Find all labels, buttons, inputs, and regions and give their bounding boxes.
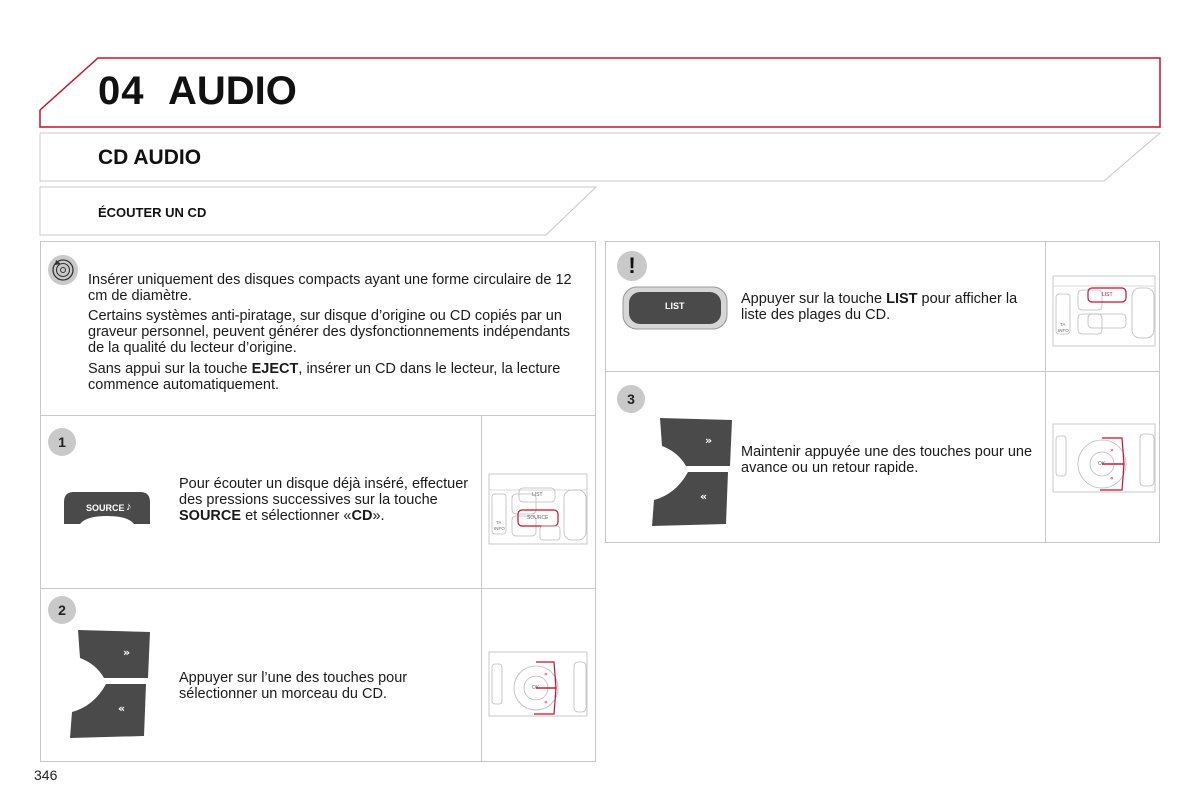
step-3-text: Maintenir appuyée une des touches pour une avance ou un retour rapide. — [741, 444, 1033, 476]
eject-keyword: EJECT — [251, 361, 299, 377]
panel1-info-label: INFO — [494, 526, 505, 531]
section-header — [0, 132, 1162, 184]
svg-text:»: » — [544, 671, 548, 678]
svg-text:«: « — [1110, 475, 1114, 482]
panel4-ok-label: OK — [1098, 461, 1106, 467]
divider-warning-step3 — [605, 371, 1160, 372]
cd-icon — [47, 254, 79, 286]
divider-step1-step2 — [40, 588, 596, 589]
chapter-header — [0, 55, 1162, 130]
panel2-ok-label: OK — [532, 685, 540, 691]
svg-text:«: « — [118, 702, 126, 715]
svg-text:»: » — [1110, 447, 1114, 454]
seek-buttons-step2[interactable] — [68, 628, 152, 740]
panel1-list-label: LIST — [532, 492, 543, 498]
section-title: CD AUDIO — [98, 146, 202, 169]
panel1-ta-label: TA — [496, 520, 502, 525]
warning-badge: ! — [617, 251, 647, 281]
divider-intro-step1 — [40, 415, 596, 416]
source-music-icon: ♪ — [126, 501, 132, 513]
intro-paragraph-2: Certains systèmes anti-piratage, sur disque d’origine ou CD copiés par un graveur personnel, peuvent générer des dysfonctionnements indépendants de la qualité du lecteur d’origine. — [88, 308, 571, 356]
step-3-badge: 3 — [617, 385, 645, 413]
warning-text: Appuyer sur la touche LIST pour afficher la liste des plages du CD. — [741, 291, 1018, 323]
step-3-panel-diagram — [1052, 420, 1156, 496]
svg-text:»: » — [705, 434, 713, 447]
source-keyword: SOURCE — [179, 508, 242, 524]
fast-forward-button — [660, 418, 732, 466]
backward-button — [70, 684, 146, 738]
list-button-label: LIST — [665, 301, 685, 311]
divider-step-images — [481, 415, 482, 762]
fast-backward-button — [652, 472, 728, 526]
subsection-title: ÉCOUTER UN CD — [98, 205, 207, 220]
source-button[interactable] — [58, 490, 156, 526]
panel3-list-label: LIST — [1102, 292, 1113, 298]
svg-text:»: » — [123, 646, 131, 659]
list-keyword: LIST — [886, 291, 918, 307]
chapter-number: 04 — [98, 69, 145, 113]
intro-paragraph-1: Insérer uniquement des disques compacts ayant une forme circulaire de 12 cm de diamètre. — [88, 272, 572, 304]
svg-text:«: « — [700, 490, 708, 503]
page-number: 346 — [34, 767, 58, 783]
panel3-ta-label: TA — [1060, 322, 1066, 327]
seek-buttons-step3[interactable] — [650, 416, 734, 528]
step-2-badge: 2 — [48, 596, 76, 624]
step-1-badge: 1 — [48, 428, 76, 456]
chapter-title: AUDIO — [168, 69, 297, 113]
cd-keyword: CD — [351, 508, 373, 524]
divider-right-images — [1045, 241, 1046, 543]
forward-button — [78, 630, 150, 678]
list-button[interactable] — [622, 286, 728, 330]
step-1-panel-diagram — [488, 468, 588, 548]
step-2-panel-diagram — [488, 648, 588, 720]
panel3-info-label: INFO — [1058, 328, 1069, 333]
step-1-text: Pour écouter un disque déjà inséré, effectuer des pressions successives sur la touche SOURCE et sélectionner «CD». — [179, 476, 469, 524]
panel1-source-label: SOURCE — [527, 515, 549, 521]
step-2-text: Appuyer sur l’une des touches pour sélectionner un morceau du CD. — [179, 670, 408, 702]
warning-panel-diagram — [1052, 272, 1156, 350]
source-button-label: SOURCE — [86, 503, 125, 513]
subsection-header-frame — [0, 186, 600, 238]
intro-paragraph-3: Sans appui sur la touche EJECT, insérer un CD dans le lecteur, la lecture commence automatiquement. — [88, 361, 561, 393]
svg-text:«: « — [544, 699, 548, 706]
subsection-header — [0, 186, 600, 238]
